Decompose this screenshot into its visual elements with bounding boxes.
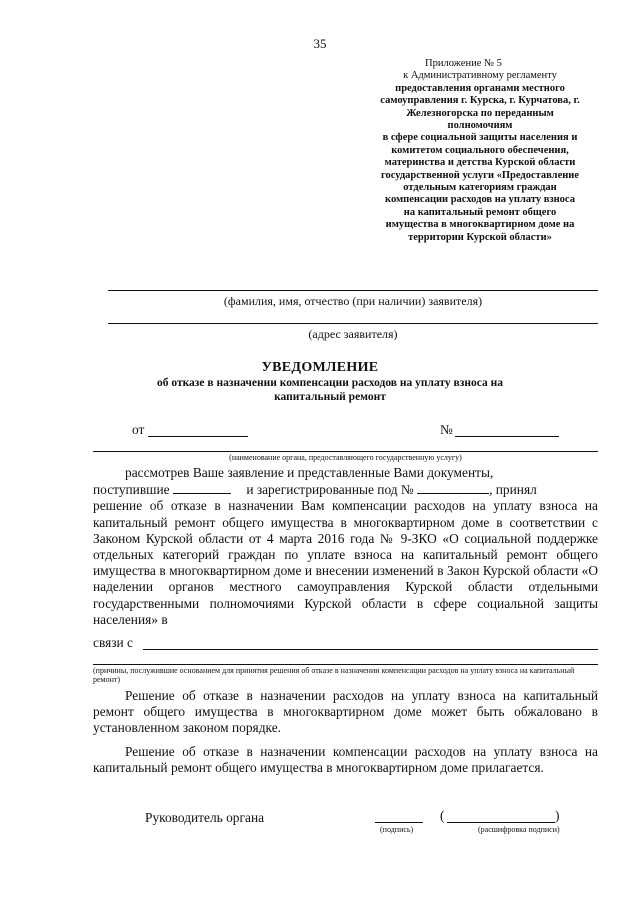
reasons-caption: (причины, послужившие основанием для принятия решения об отказе в назначении компенсации расходов на уплату взноса на капитальный ремонт) xyxy=(93,666,575,684)
annex-line: предоставления органами местного xyxy=(395,82,565,94)
document-subtitle: об отказе в назначении компенсации расходов на уплату взноса на капитальный ремонт xyxy=(156,377,503,403)
annex-block xyxy=(355,58,605,244)
applicant-address-caption: (адрес заявителя) xyxy=(308,327,398,341)
applicant-address-line[interactable] xyxy=(108,323,598,324)
decode-caption: (расшифровка подписи) xyxy=(478,825,560,834)
annex-line: имущества в многоквартирном доме на xyxy=(385,219,575,231)
para1-line1: рассмотрев Ваше заявление и представленные Вами документы, xyxy=(125,465,494,480)
annex-line: комитетом социального обеспечения, xyxy=(391,144,569,156)
reason-field[interactable] xyxy=(143,649,598,650)
received-field[interactable] xyxy=(173,481,231,494)
annex-line: самоуправления г. Курска, г. Курчатова, г. xyxy=(380,95,580,107)
signature-field[interactable] xyxy=(375,822,423,823)
annex-line: в сфере социальной защиты населения и xyxy=(382,132,578,144)
annex-line: отдельным категориям граждан xyxy=(403,182,557,194)
from-label: от xyxy=(132,422,145,437)
para3-text: Решение об отказе в назначении компенсации расходов на уплату взноса на капитальный ремонт общего имущества в многоквартирном доме прилагается. xyxy=(93,744,598,776)
number-field[interactable] xyxy=(455,436,559,437)
annex-line: Железногорска по переданным xyxy=(406,107,554,119)
paragraph-attached xyxy=(93,744,598,776)
signature-label: Руководитель органа xyxy=(145,810,265,825)
registration-number-field[interactable] xyxy=(417,481,489,494)
annex-line: государственной услуги «Предоставление xyxy=(381,169,579,181)
annex-line: материнства и детства Курской области xyxy=(384,157,576,169)
annex-title: Приложение № 5 xyxy=(425,58,502,69)
para1-registered: и зарегистрированные под № xyxy=(246,482,414,498)
para2-text: Решение об отказе в назначении расходов на уплату взноса на капитальный ремонт общего имущества в многоквартирном доме может быть обжаловано в установленном законом порядке. xyxy=(93,688,598,736)
reason-field-line2[interactable] xyxy=(93,664,598,665)
annex-line: на капитальный ремонт общего xyxy=(403,206,557,218)
page-number: 35 xyxy=(313,36,327,51)
document-title: УВЕДОМЛЕНИЕ xyxy=(261,360,379,375)
number-label: № xyxy=(440,422,453,437)
applicant-name-caption: (фамилия, имя, отчество (при наличии) заявителя) xyxy=(223,294,483,308)
authority-line[interactable] xyxy=(93,451,598,452)
close-paren: ) xyxy=(555,808,560,823)
annex-line: территории Курской области» xyxy=(408,231,552,243)
open-paren: ( xyxy=(440,808,445,823)
signature-decode-field[interactable] xyxy=(447,822,555,823)
annex-line: к Административному регламенту xyxy=(403,70,557,82)
para1-received: поступившие xyxy=(93,482,170,498)
reason-label: связи с xyxy=(93,635,133,650)
sign-caption: (подпись) xyxy=(380,825,414,834)
applicant-name-line[interactable] xyxy=(108,290,598,291)
annex-line: полномочиям xyxy=(447,120,513,132)
paragraph-appeal xyxy=(93,688,598,737)
annex-line: компенсации расходов на уплату взноса xyxy=(385,194,575,206)
paragraph-decision xyxy=(93,465,598,628)
authority-caption: (наименование органа, предоставляющего государственную услугу) xyxy=(229,453,462,462)
para1-body: решение об отказе в назначении Вам компенсации расходов на уплату взноса на капитальный ремонт общего имущества в многоквартирном доме в соответствии с Законом Курской области от 4 марта 2016 года № 9-ЗКО «О социальной поддержке отдельных категорий граждан по уплате взноса на капитальный ремонт общего имущества в многоквартирном доме и внесении изменений в Закон Курской области «О наделении органов местного самоуправления Курской области отдельными государственными полномочиями Курской области в сфере социальной защиты населения» в xyxy=(93,498,598,627)
date-field[interactable] xyxy=(148,436,248,437)
para1-accepted: , принял xyxy=(489,482,537,498)
